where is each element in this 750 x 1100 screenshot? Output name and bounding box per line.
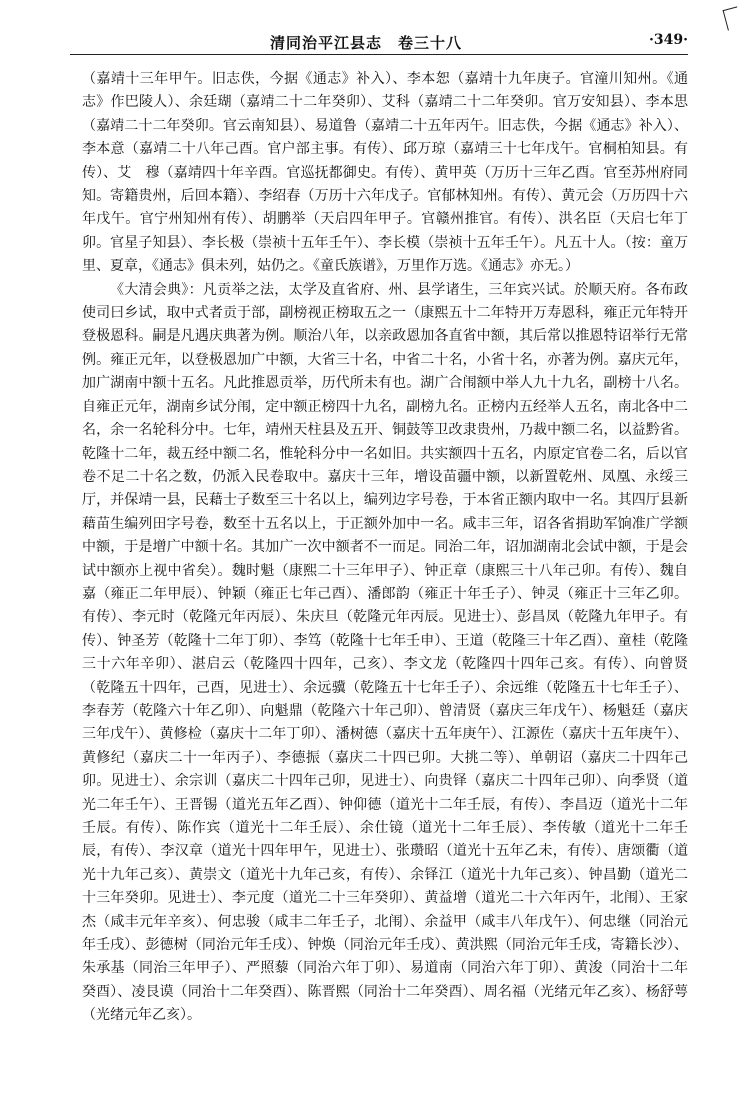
corner-crop-mark xyxy=(723,6,743,30)
running-header xyxy=(70,30,688,55)
paragraph-qing-huidian: 《大清会典》：凡贡举之法，太学及直省府、州、县学诸生，三年宾兴试。於顺天府。各布政使司曰乡试，取中式者贡于部，副榜视正榜取五之一（康熙五十二年特开万寿恩科，雍正元年特开登极恩科。嗣是凡遇庆典著为例。顺治八年，以亲政恩加各直省中额，其后常以推恩特诏举行无常例。雍正元年，以登极恩加广中额，大省三十名，中省二十名，小省十名，亦著为例。嘉庆元年，加广湖南中额十五名。凡此推恩贡举，历代所未有也。湖广合闱额中举人九十九名，副榜十八名。自雍正元年，湖南乡试分闱，定中额正榜四十九名，副榜九名。正榜内五经举人五名，南北各中二名，余一名轮科分中。七年，靖州天柱县及五开、铜鼓等卫改隶贵州，乃裁中额二名，以益黔省。乾隆十二年，裁五经中额二名，惟轮科分中一名如旧。共实额四十五名，内原定官卷二名，后以官卷不足二十名之数，仍派入民卷取中。嘉庆十三年，增设苗疆中额，以新置乾州、凤凰、永绥三厅，并保靖一县，民藉士子数至三十名以上，编列边字号卷，于本省正额内取中一名。其四厅县新藉苗生编列田字号卷，数至十五名以上，于正额外加中一名。咸丰三年，诏各省捐助军饷准广学额中额，于是增广中额十名。其加广一次中额者不一而足。同治二年，诏加湖南北会试中额，于是会试中额亦上视中省矣）。魏时魁（康熙二十三年甲子）、钟正章（康熙三十八年己卯。有传）、魏自嘉（雍正二年甲辰）、钟颖（雍正七年己酉）、潘郎韵（雍正十年壬子）、钟灵（雍正十三年乙卯。有传）、李元时（乾隆元年丙辰）、朱庆旦（乾隆元年丙辰。见进士）、彭昌凤（乾隆九年甲子。有传）、钟圣芳（乾隆十二年丁卯）、李笃（乾隆十七年壬申）、王道（乾隆三十年乙酉）、童桂（乾隆三十六年辛卯）、湛启云（乾隆四十四年，己亥）、李文龙（乾隆四十四年己亥。有传）、向曾贤（乾隆五十四年，己酉，见进士）、余远骥（乾隆五十七年壬子）、余远维（乾隆五十七年壬子）、李春芳（乾隆六十年乙卯）、向魁鼎（乾隆六十年己卯）、曾清贤（嘉庆三年戊午）、杨魁廷（嘉庆三年戊午）、黄修检（嘉庆十二年丁卯）、潘树德（嘉庆十五年庚午）、江源佐（嘉庆十五年庚午）、黄修纪（嘉庆二十一年丙子）、李德振（嘉庆二十四已卯。大挑二等）、单朝诏（嘉庆二十四年己卯。见进士）、余宗训（嘉庆二十四年己卯，见进士）、向贵铎（嘉庆二十四年己卯）、向季贤（道光二年壬午）、王晋锡（道光五年乙酉）、钟仰德（道光十二年壬辰，有传）、李昌迈（道光十二年壬辰。有传）、陈作宾（道光十二年壬辰）、余仕镜（道光十二年壬辰）、李传敏（道光十二年壬辰，有传）、李汉章（道光十四年甲午，见进士）、张瓒昭（道光十五年乙未，有传）、唐颂衢（道光十九年己亥）、黄崇文（道光十九年己亥，有传）、余铎江（道光十九年己亥）、钟昌勤（道光二十三年癸卯。见进士）、李元度（道光二十三年癸卯）、黄益增（道光二十六年丙午，北闱）、王家杰（咸丰元年辛亥）、何忠骏（咸丰二年壬子，北闱）、余益甲（咸丰八年戊午）、何忠继（同治元年壬戌）、彭德树（同治元年壬戌）、钟焕（同治元年壬戌）、黄洪熙（同治元年壬戌，寄籍长沙）、朱承基（同治三年甲子）、严照藜（同治六年丁卯）、易道南（同治六年丁卯）、黄浚（同治十二年癸酉）、凌艮谟（同治十二年癸酉）、陈晋熙（同治十二年癸酉）、周名福（光绪元年乙亥）、杨舒萼（光绪元年乙亥）。 xyxy=(82,281,688,1024)
main-text xyxy=(82,68,688,1028)
header-title: 清同治平江县志 卷三十八 xyxy=(270,34,463,52)
page-number: ·349· xyxy=(649,32,688,48)
paragraph-juren-list-continued: （嘉靖十三年甲午。旧志佚，今据《通志》补入）、李本恕（嘉靖十九年庚子。官潼川知州。《通志》作巴陵人）、余廷瑚（嘉靖二十二年癸卯）、艾科（嘉靖二十二年癸卯。官万安知县）、李本思（嘉靖二十二年癸卯。官云南知县）、易道鲁（嘉靖二十五年丙午。旧志佚，今据《通志》补入）、李本意（嘉靖二十八年己酉。官户部主事。有传）、邱万琼（嘉靖三十七年戊午。官桐柏知县。有传）、艾 穆（嘉靖四十年辛酉。官巡抚都御史。有传）、黄甲英（万历十三年乙酉。官至苏州府同知。寄籍贵州，后回本籍）、李绍春（万历十六年戊子。官郁林知州。有传）、黄元会（万历四十六年戊午。官宁州知州有传）、胡鹏举（天启四年甲子。官赣州推官。有传）、洪名臣（天启七年丁卯。官星子知县）、李长极（崇祯十五年壬午）、李长模（崇祯十五年壬午）。凡五十人。（按：童万里、夏章，《通志》俱未列，姑仍之。《童氏族谱》，万里作万选。《通志》亦无。） xyxy=(82,71,688,275)
